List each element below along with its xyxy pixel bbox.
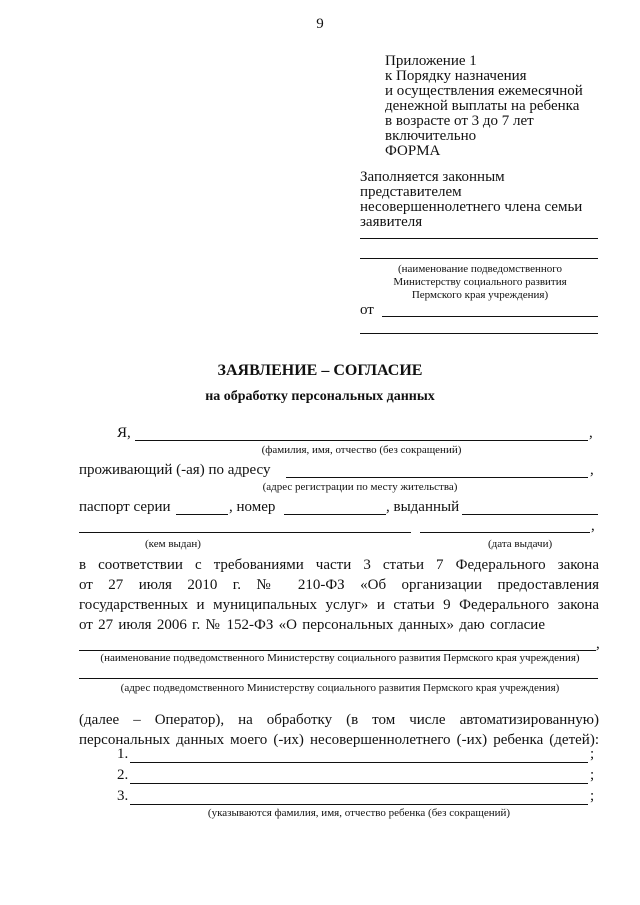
operator-name-caption: (наименование подведомственного Министерству социального развития Пермского края учреждения) [100,652,580,664]
appendix-line: Приложение 1 [385,53,477,69]
child-input-line-1[interactable] [130,762,588,763]
document-title: ЗАЯВЛЕНИЕ – СОГЛАСИЕ [217,362,423,379]
document-subtitle: на обработку персональных данных [205,389,435,404]
page-number: 9 [316,16,324,32]
passport-series-label: паспорт серии [79,499,171,515]
fio-caption: (фамилия, имя, отчество (без сокращений) [261,444,462,456]
address-label: проживающий (-ая) по адресу [79,462,271,478]
passport-issued-label: , выданный [386,499,460,515]
issue-date-caption: (дата выдачи) [488,538,553,550]
address-input-line[interactable] [286,477,588,478]
appendix-block [385,54,583,144]
issue-date-input-line[interactable] [420,532,590,533]
body-line: от 27 июля 2006 г. № 152-ФЗ «О персональных данных» даю согласие [79,617,545,633]
appendix-line: и осуществления ежемесячной [385,83,583,99]
institution-line-2[interactable] [360,258,598,259]
appendix-line: в возрасте от 3 до 7 лет [385,113,534,129]
appendix-line: к Порядку назначения [385,68,527,84]
appendix-line: денежной выплаты на ребенка [385,98,580,114]
issued-by-input-line[interactable] [79,532,411,533]
address-caption: (адрес регистрации по месту жительства) [262,481,458,493]
passport-number-input[interactable] [284,514,386,515]
child-number: 3. [117,788,129,804]
operator-address-caption: (адрес подведомственного Министерству социального развития Пермского края учреждения) [120,682,560,694]
passport-series-input[interactable] [176,514,228,515]
from-line-1[interactable] [382,316,598,317]
consent-line: (далее – Оператор), на обработку (в том числе автоматизированную) [79,712,599,728]
filled-by-block [360,170,582,230]
i-label: Я, [117,425,131,441]
filled-by-line: заявителя [360,214,423,230]
child-end: ; [590,788,595,804]
passport-number-label: , номер [229,499,276,515]
passport-issued-input[interactable] [462,514,598,515]
child-end: ; [590,767,595,783]
children-caption: (указываются фамилия, имя, отчество ребенка (без сокращений) [207,807,511,819]
fio-input-line[interactable] [135,440,588,441]
filled-by-line: представителем [360,184,462,200]
issued-line-end: , [591,518,595,534]
filled-by-line: несовершеннолетнего члена семьи [360,199,583,215]
child-end: ; [590,746,595,762]
fio-end: , [589,425,593,441]
institution-caption: (наименование подведомственного Министерству социального развития Пермского края учреждения) [393,263,567,301]
child-input-line-3[interactable] [130,804,588,805]
child-input-line-2[interactable] [130,783,588,784]
body-line: государственных и муниципальных услуг» и статьи 9 Федерального закона [79,597,599,613]
body-line: в соответствии с требованиями части 3 статьи 7 Федерального закона [79,557,599,573]
from-label: от [360,302,374,318]
address-end: , [590,462,594,478]
operator-name-end: , [596,636,600,652]
institution-line-1[interactable] [360,238,598,239]
consent-line: персональных данных моего (-их) несовершеннолетнего (-их) ребенка (детей): [79,732,599,748]
from-line-2[interactable] [360,333,598,334]
form-label: ФОРМА [385,143,441,159]
operator-address-input-line[interactable] [79,678,598,679]
child-number: 1. [117,746,129,762]
child-number: 2. [117,767,129,783]
issued-by-caption: (кем выдан) [145,538,201,550]
filled-by-line: Заполняется законным [360,169,505,185]
operator-name-input-line[interactable] [79,650,596,651]
appendix-line: включительно [385,128,477,144]
body-line: от 27 июля 2010 г. № 210-ФЗ «Об организации предоставления [79,577,599,593]
